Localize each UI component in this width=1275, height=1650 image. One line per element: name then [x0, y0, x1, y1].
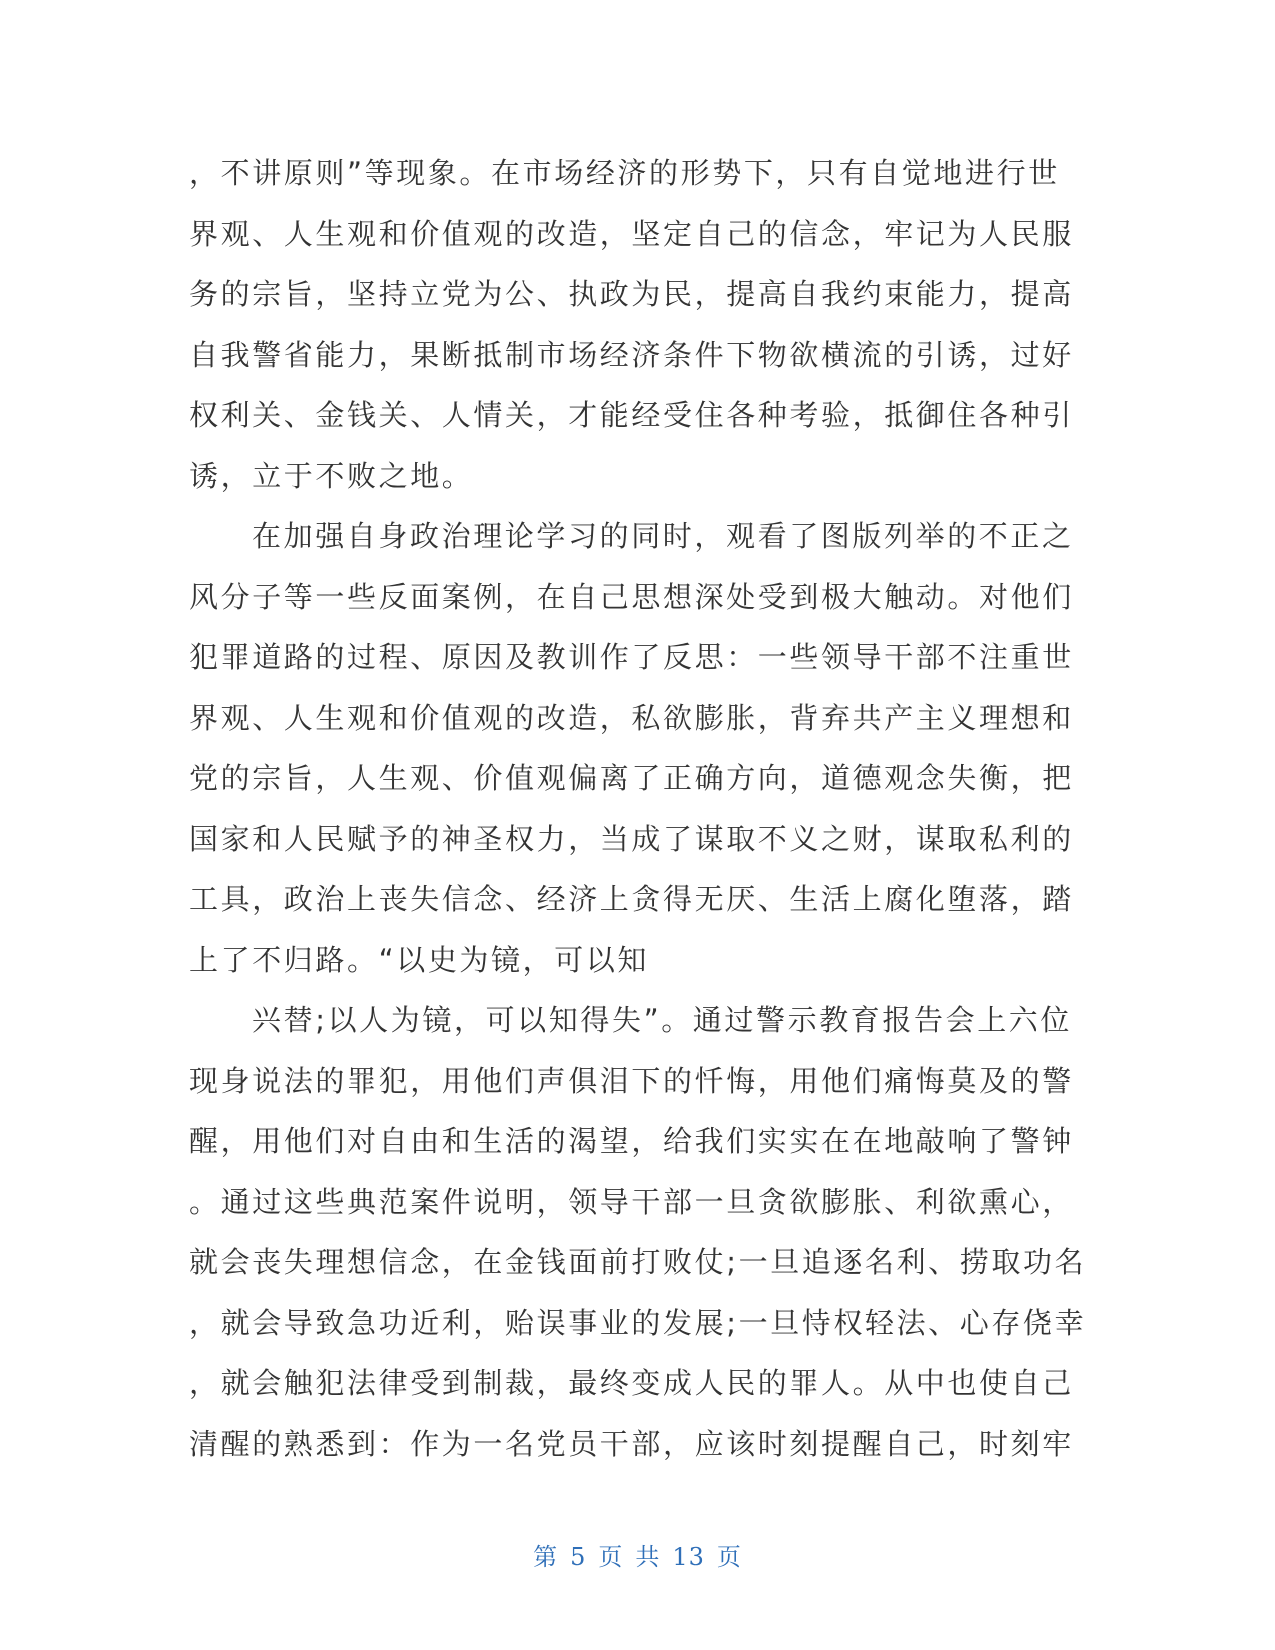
text-line: 现身说法的罪犯，用他们声俱泪下的忏悔，用他们痛悔莫及的警: [189, 1063, 1074, 1098]
text-line: 风分子等一些反面案例，在自己思想深处受到极大触动。对他们: [189, 579, 1074, 614]
document-body: [189, 143, 1089, 1474]
text-line: 就会丧失理想信念，在金钱面前打败仗;一旦追逐名利、捞取功名: [189, 1245, 1087, 1279]
text-line: 清醒的熟悉到：作为一名党员干部，应该时刻提醒自己，时刻牢: [189, 1426, 1074, 1461]
footer-label-page: 第: [533, 1543, 559, 1571]
text-line: 自我警省能力，果断抵制市场经济条件下物欲横流的引诱，过好: [189, 337, 1074, 372]
text-line: 界观、人生观和价值观的改造，坚定自己的信念，牢记为人民服: [189, 216, 1074, 251]
text-line: 。通过这些典范案件说明，领导干部一旦贪欲膨胀、利欲熏心，: [189, 1184, 1074, 1219]
text-line: 醒，用他们对自由和生活的渴望，给我们实实在在地敲响了警钟: [189, 1124, 1074, 1158]
text-line: 上了不归路。“以史为镜，可以知: [189, 942, 650, 977]
text-line: 工具，政治上丧失信念、经济上贪得无厌、生活上腐化堕落，踏: [189, 882, 1074, 916]
page-footer: [0, 1537, 1275, 1572]
text-line: ，就会导致急功近利，贻误事业的发展;一旦恃权轻法、心存侥幸: [189, 1305, 1087, 1340]
text-line: ，就会触犯法律受到制裁，最终变成人民的罪人。从中也使自己: [189, 1366, 1074, 1400]
footer-label-total-unit: 页: [716, 1543, 742, 1571]
text-line: 国家和人民赋予的神圣权力，当成了谋取不义之财，谋取私利的: [189, 821, 1074, 856]
text-line: 权利关、金钱关、人情关，才能经受住各种考验，抵御住各种引: [189, 398, 1074, 432]
footer-label-page-unit: 页: [598, 1543, 624, 1571]
footer-label-total: 共: [635, 1543, 661, 1571]
text-line: ，不讲原则”等现象。在市场经济的形势下，只有自觉地进行世: [189, 156, 1060, 190]
text-line: 党的宗旨，人生观、价值观偏离了正确方向，道德观念失衡，把: [189, 761, 1074, 795]
paragraph-start-line: 兴替;以人为镜，可以知得失”。通过警示教育报告会上六位: [252, 1003, 1072, 1037]
text-line: 界观、人生观和价值观的改造，私欲膨胀，背弃共产主义理想和: [189, 700, 1074, 735]
footer-current-page: 5: [570, 1543, 587, 1571]
text-line: 犯罪道路的过程、原因及教训作了反思：一些领导干部不注重世: [189, 640, 1074, 674]
text-line: 务的宗旨，坚持立党为公、执政为民，提高自我约束能力，提高: [189, 277, 1074, 311]
text-line: 诱，立于不败之地。: [189, 458, 474, 493]
footer-total-pages: 13: [672, 1543, 705, 1571]
paragraph-start-line: 在加强自身政治理论学习的同时，观看了图版列举的不正之: [252, 519, 1074, 553]
